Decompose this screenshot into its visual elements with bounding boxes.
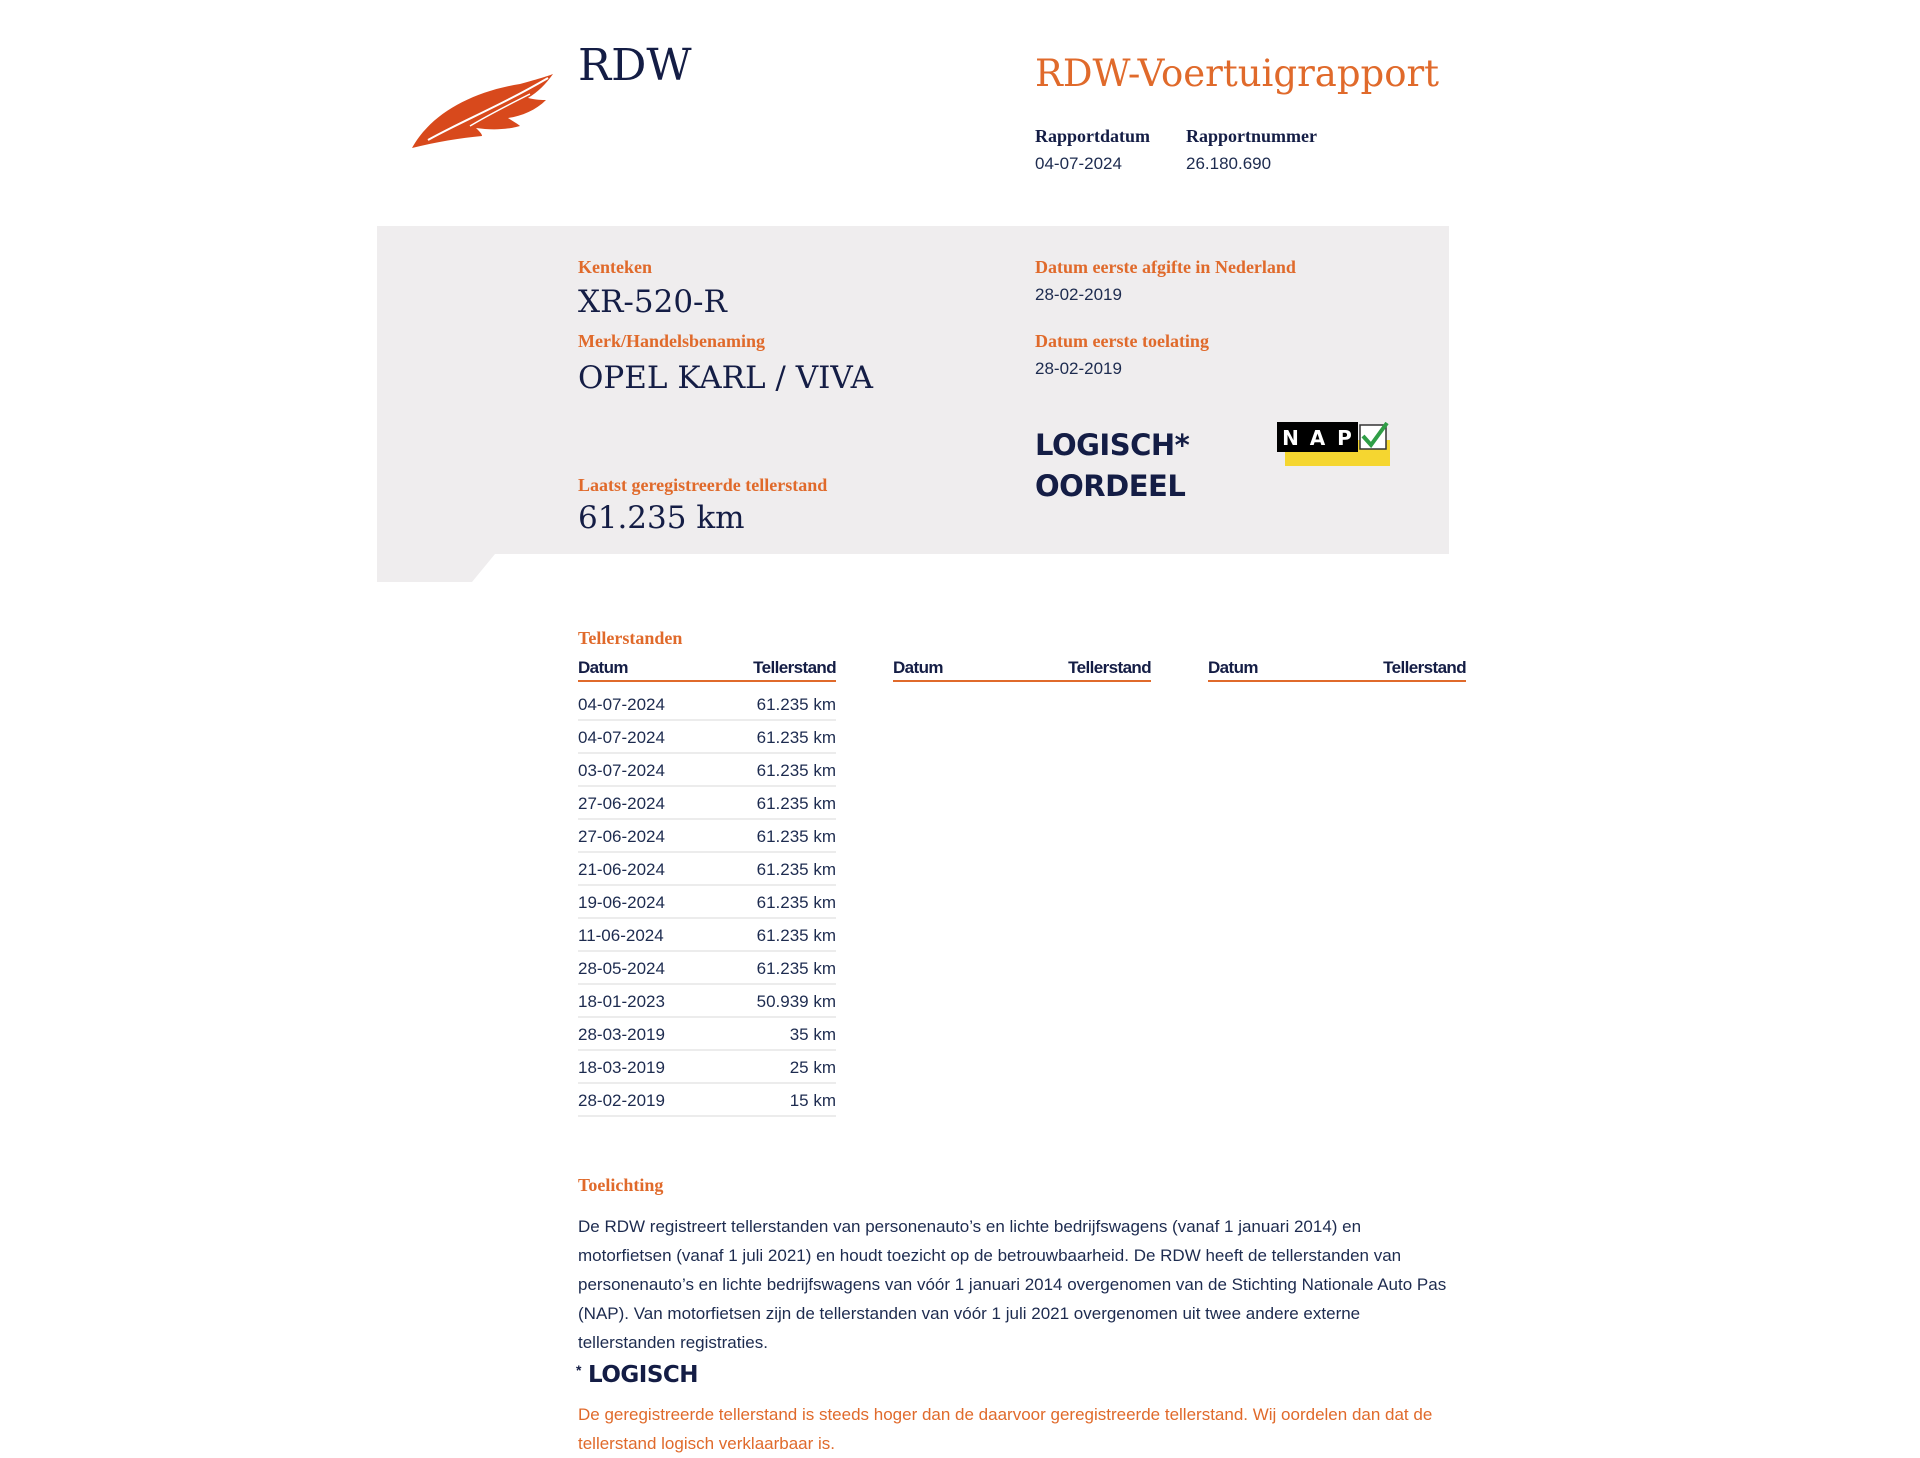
vehicle-info-panel	[377, 226, 1449, 582]
row-date: 21-06-2024	[578, 860, 665, 879]
table-row	[578, 688, 836, 721]
nap-logo-icon	[1277, 422, 1390, 466]
table-row	[578, 985, 836, 1018]
row-reading: 61.235 km	[756, 860, 836, 879]
header-datum: Datum	[578, 658, 628, 677]
explanation-text: De RDW registreert tellerstanden van personenauto’s en lichte bedrijfswagens (vanaf 1 januari 2014) en motorfietsen (vanaf 1 juli 2021) en houdt toezicht op de betrouwbaarheid. De RDW heeft de tellerstanden van personenauto’s en lichte bedrijfswagens van vóór 1 januari 2014 overgenomen van de Stichting Nationale Auto Pas (NAP). Van motorfietsen zijn de tellerstanden van vóór 1 juli 2021 overgenomen uit twee andere externe tellerstanden registraties.	[578, 1217, 1447, 1352]
row-reading: 61.235 km	[756, 728, 836, 747]
row-reading: 61.235 km	[756, 959, 836, 978]
first-issue-nl-value: 28-02-2019	[1035, 285, 1122, 304]
table-row	[578, 754, 836, 787]
row-reading: 15 km	[789, 1091, 836, 1110]
table-row	[578, 1051, 836, 1084]
odometer-table	[578, 688, 836, 1117]
merk-value: OPEL KARL / VIVA	[578, 360, 874, 396]
svg-text:P: P	[1337, 426, 1352, 450]
row-date: 18-03-2019	[578, 1058, 665, 1077]
row-date: 27-06-2024	[578, 794, 665, 813]
report-date-value: 04-07-2024	[1035, 154, 1122, 173]
row-date: 18-01-2023	[578, 992, 665, 1011]
row-date: 11-06-2024	[578, 926, 664, 945]
first-admission-label: Datum eerste toelating	[1035, 331, 1209, 351]
report-title: RDW-Voertuigrapport	[1035, 52, 1440, 95]
svg-text:N: N	[1282, 426, 1299, 450]
report-date-label: Rapportdatum	[1035, 126, 1151, 146]
rdw-logo-icon	[410, 70, 555, 150]
logisch-title: LOGISCH	[588, 1362, 699, 1388]
row-reading: 61.235 km	[756, 695, 836, 714]
table-row	[578, 952, 836, 985]
table-row	[578, 787, 836, 820]
row-reading: 50.939 km	[756, 992, 836, 1011]
table-row	[578, 1018, 836, 1051]
row-date: 03-07-2024	[578, 761, 665, 780]
header-tellerstand: Tellerstand	[753, 658, 836, 677]
row-date: 19-06-2024	[578, 893, 665, 912]
verdict-oordeel: OORDEEL	[1035, 469, 1186, 503]
table-row	[578, 919, 836, 952]
verdict-logisch: LOGISCH*	[1035, 428, 1190, 462]
table-row	[578, 820, 836, 853]
odometer-header-col3	[1208, 658, 1466, 682]
header-tellerstand: Tellerstand	[1068, 658, 1151, 677]
explanation-label: Toelichting	[578, 1175, 664, 1195]
header-datum: Datum	[1208, 658, 1258, 677]
first-issue-nl-label: Datum eerste afgifte in Nederland	[1035, 257, 1296, 277]
svg-text:A: A	[1309, 426, 1326, 450]
last-odometer-value: 61.235 km	[578, 500, 745, 536]
first-admission-value: 28-02-2019	[1035, 359, 1122, 378]
table-row	[578, 853, 836, 886]
row-date: 28-05-2024	[578, 959, 665, 978]
kenteken-label: Kenteken	[578, 257, 652, 277]
logisch-asterisk: *	[576, 1362, 582, 1378]
report-number-label: Rapportnummer	[1186, 126, 1317, 146]
odometer-section-label: Tellerstanden	[578, 628, 683, 648]
row-date: 04-07-2024	[578, 695, 665, 714]
row-date: 04-07-2024	[578, 728, 665, 747]
row-reading: 61.235 km	[756, 794, 836, 813]
row-date: 27-06-2024	[578, 827, 665, 846]
merk-label: Merk/Handelsbenaming	[578, 331, 766, 351]
row-reading: 25 km	[789, 1058, 836, 1077]
row-reading: 61.235 km	[756, 926, 836, 945]
row-reading: 61.235 km	[756, 761, 836, 780]
brand-name: RDW	[578, 40, 692, 91]
table-row	[578, 721, 836, 754]
odometer-header-col2	[893, 658, 1151, 682]
row-date: 28-02-2019	[578, 1091, 665, 1110]
table-row	[578, 1084, 836, 1117]
header-tellerstand: Tellerstand	[1383, 658, 1466, 677]
row-reading: 35 km	[789, 1025, 836, 1044]
header-datum: Datum	[893, 658, 943, 677]
odometer-header-col1	[578, 658, 836, 682]
table-row	[578, 886, 836, 919]
row-reading: 61.235 km	[756, 827, 836, 846]
last-odometer-label: Laatst geregistreerde tellerstand	[578, 475, 828, 495]
kenteken-value: XR-520-R	[578, 284, 727, 320]
logisch-text: De geregistreerde tellerstand is steeds hoger dan de daarvoor geregistreerde tellerstand. Wij oordelen dan dat de tellerstand logisch verklaarbaar is.	[578, 1405, 1433, 1453]
row-date: 28-03-2019	[578, 1025, 665, 1044]
report-number-value: 26.180.690	[1186, 154, 1272, 173]
row-reading: 61.235 km	[756, 893, 836, 912]
